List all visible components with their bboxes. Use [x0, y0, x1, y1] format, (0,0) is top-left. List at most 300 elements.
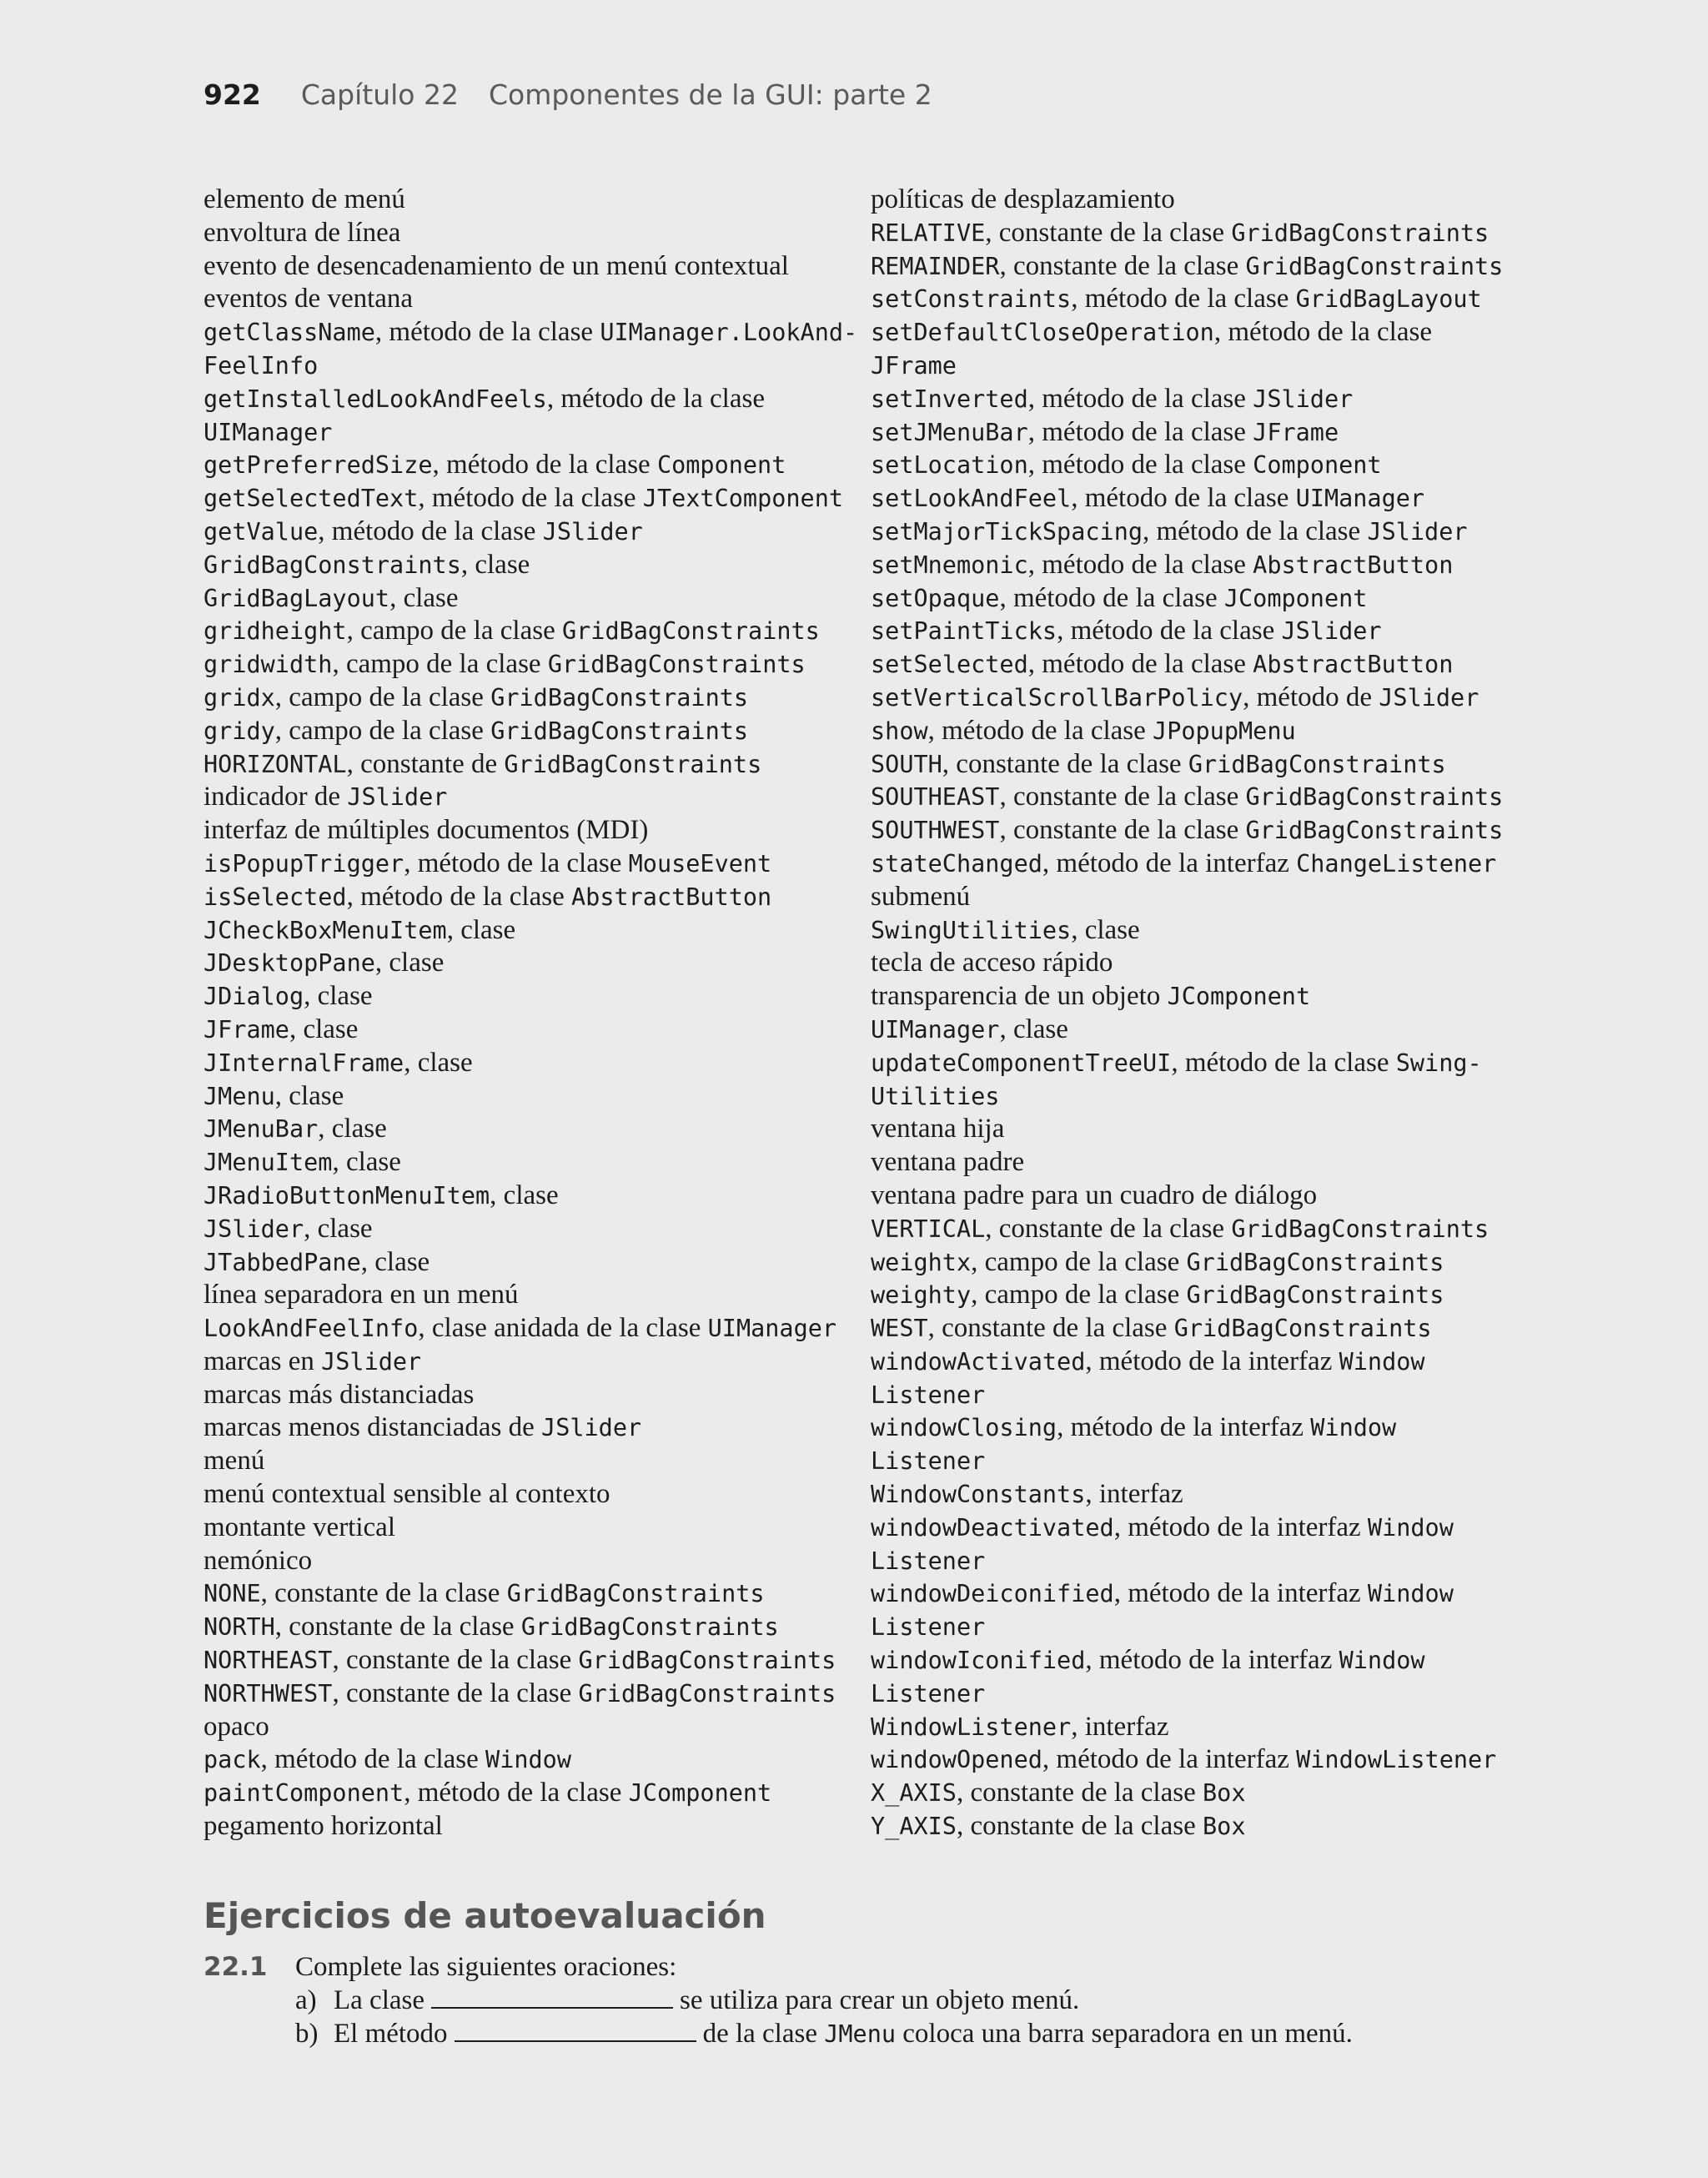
- entry-text: , clase: [304, 981, 373, 1012]
- index-entry: [203, 1777, 846, 1810]
- entry-text: , método de la clase: [1213, 317, 1432, 348]
- entry-code: SwingUtilities: [871, 916, 1072, 944]
- item-code-jmenu: JMenu: [824, 2020, 897, 2048]
- item-letter: a): [295, 1985, 317, 2015]
- index-entry: [203, 914, 846, 948]
- index-entry: [871, 1246, 1530, 1280]
- entry-text: ventana padre: [871, 1147, 1025, 1178]
- entry-code: NORTHEAST: [203, 1647, 333, 1675]
- entry-code: setInverted: [871, 385, 1028, 413]
- entry-text: , método de la clase: [1027, 649, 1253, 680]
- entry-code: setLocation: [871, 451, 1028, 480]
- entry-text: , método de la clase: [927, 715, 1153, 746]
- entry-code: JSlider: [321, 1347, 422, 1376]
- entry-code: JComponent: [1167, 983, 1311, 1011]
- index-entry: [871, 549, 1530, 582]
- entry-code: setMnemonic: [871, 551, 1028, 579]
- index-entry: [203, 1545, 846, 1578]
- entry-text: pegamento horizontal: [203, 1811, 443, 1842]
- entry-code: JFrame: [203, 1015, 289, 1044]
- entry-code: windowClosing: [871, 1414, 1057, 1442]
- entry-text: , constante de la clase: [956, 1811, 1203, 1842]
- entry-code: setOpaque: [871, 584, 1000, 612]
- entry-code: getSelectedText: [203, 485, 419, 513]
- index-entry: [203, 1146, 846, 1180]
- entry-code: stateChanged: [871, 849, 1042, 878]
- entry-code: GridBagLayout: [1295, 285, 1482, 314]
- entry-text: montante vertical: [203, 1512, 395, 1542]
- entry-continuation: [203, 350, 846, 383]
- index-entry: [203, 1478, 846, 1512]
- entry-code: GridBagLayout: [203, 584, 390, 612]
- entry-text: , método de: [1243, 682, 1379, 712]
- entry-code: JMenuBar: [203, 1115, 319, 1144]
- index-entry: [871, 1411, 1530, 1478]
- entry-code: AbstractButton: [1253, 651, 1454, 679]
- entry-text: , clase anidada de la clase: [418, 1313, 708, 1344]
- entry-text: , constante de: [346, 748, 505, 779]
- entry-text: , método de la clase: [1057, 616, 1282, 646]
- entry-text: , clase: [460, 549, 530, 580]
- entry-text: , método de la clase: [1027, 549, 1253, 580]
- entry-code: REMAINDER: [871, 252, 1000, 280]
- entry-text: marcas en: [203, 1346, 322, 1376]
- entry-code: windowDeiconified: [871, 1580, 1114, 1608]
- entry-code: GridBagConstraints: [578, 1647, 836, 1675]
- entry-code: JSlider: [347, 783, 448, 812]
- exercise-item-b: [295, 2017, 1353, 2051]
- entry-code: JComponent: [628, 1779, 772, 1808]
- entry-code: JPopupMenu: [1153, 717, 1296, 745]
- exercise-item-a: [295, 1984, 1079, 2017]
- entry-text: , campo de la clase: [274, 715, 491, 746]
- entry-code: Window: [1339, 1647, 1425, 1675]
- entry-text: , método de la clase: [404, 848, 629, 878]
- entry-text: , constante de la clase: [942, 748, 1188, 779]
- entry-text: , método de la interfaz: [1085, 1645, 1339, 1676]
- index-entry: [203, 1279, 846, 1312]
- index-entry: [203, 250, 846, 284]
- entry-text: , método de la clase: [1071, 284, 1296, 314]
- index-entry: [871, 184, 1530, 217]
- entry-code: VERTICAL: [871, 1215, 986, 1243]
- entry-code: weightx: [871, 1248, 972, 1276]
- index-entry: [871, 682, 1530, 715]
- entry-code: Component: [656, 451, 786, 480]
- item-text-before: La clase: [334, 1985, 425, 2015]
- index-entry: [203, 1810, 846, 1844]
- index-entry: [203, 848, 846, 881]
- entry-code: getPreferredSize: [203, 451, 433, 480]
- entry-code: gridwidth: [203, 651, 333, 679]
- entry-text: , método de la clase: [1027, 416, 1253, 447]
- entry-code: SOUTH: [871, 750, 942, 778]
- entry-text: , clase: [404, 1047, 473, 1078]
- index-entry: [871, 648, 1530, 682]
- entry-code: JMenu: [203, 1082, 275, 1110]
- entry-code: paintComponent: [203, 1779, 404, 1808]
- entry-code: JTabbedPane: [203, 1248, 361, 1276]
- entry-text: , campo de la clase: [971, 1280, 1187, 1310]
- entry-code: UIManager: [707, 1315, 837, 1343]
- entry-code: windowOpened: [871, 1746, 1042, 1774]
- index-entry: [871, 1047, 1530, 1114]
- index-entry: [871, 1180, 1530, 1213]
- index-entry: [203, 1014, 846, 1047]
- index-entry: [203, 1577, 846, 1611]
- entry-text: , método de la interfaz: [1042, 1744, 1297, 1775]
- entry-text: , clase: [332, 1147, 401, 1178]
- index-entry: [871, 250, 1530, 284]
- entry-text: envoltura de línea: [203, 217, 401, 248]
- index-entry: [203, 549, 846, 582]
- entry-text: , clase: [274, 1080, 344, 1111]
- index-entry: [871, 980, 1530, 1014]
- entry-code: GridBagConstraints: [1231, 219, 1489, 247]
- entry-text: opaco: [203, 1711, 269, 1742]
- index-entry: [871, 449, 1530, 482]
- entry-continuation: [871, 1678, 1530, 1711]
- entry-code: gridheight: [203, 617, 347, 646]
- entry-code: weighty: [871, 1281, 972, 1310]
- entry-text: , método de la clase: [346, 881, 571, 912]
- entry-code: UIManager: [871, 1015, 1000, 1044]
- index-entry: [203, 1047, 846, 1080]
- index-entry: [203, 1080, 846, 1114]
- index-entry: [871, 1711, 1530, 1744]
- entry-text: , método de la clase: [999, 582, 1224, 613]
- entry-continuation: [871, 1080, 1530, 1114]
- entry-text: indicador de: [203, 782, 348, 812]
- entry-text: ventana padre para un cuadro de diálogo: [871, 1180, 1318, 1210]
- entry-text: evento de desencadenamiento de un menú contextual: [203, 250, 789, 281]
- index-entry: [871, 1743, 1530, 1777]
- index-entry: [871, 1113, 1530, 1146]
- entry-text: , clase: [446, 914, 516, 945]
- entry-code: gridx: [203, 683, 275, 712]
- entry-code: setJMenuBar: [871, 418, 1028, 446]
- entry-code: GridBagConstraints: [520, 1613, 779, 1642]
- entry-code: show: [871, 717, 928, 745]
- index-entry: [871, 1478, 1530, 1512]
- entry-code: GridBagConstraints: [490, 717, 749, 745]
- entry-code: setSelected: [871, 651, 1028, 679]
- entry-text: menú contextual sensible al contexto: [203, 1479, 610, 1510]
- entry-code: setConstraints: [871, 285, 1072, 314]
- index-column-right: [871, 184, 1530, 1844]
- entry-code: Y_AXIS: [871, 1813, 957, 1841]
- entry-text: , constante de la clase: [956, 1778, 1203, 1808]
- index-entry: [203, 516, 846, 549]
- entry-code: gridy: [203, 717, 275, 745]
- running-head: [203, 78, 932, 111]
- entry-text: marcas menos distanciadas de: [203, 1412, 542, 1443]
- entry-text: , interfaz: [1071, 1711, 1169, 1742]
- entry-text: , campo de la clase: [346, 616, 562, 646]
- index-entry: [203, 1246, 846, 1280]
- entry-text: , método de la clase: [260, 1744, 486, 1775]
- index-entry: [871, 1213, 1530, 1246]
- entry-text: línea separadora en un menú: [203, 1280, 519, 1310]
- exercise-prompt: Complete las siguientes oraciones:: [295, 1952, 677, 1982]
- entry-continuation: [871, 350, 1530, 383]
- answer-blank: [455, 2017, 696, 2042]
- index-entry: [203, 1743, 846, 1777]
- index-entry: [871, 1777, 1530, 1810]
- section-title: Ejercicios de autoevaluación: [203, 1895, 766, 1936]
- entry-code: GridBagConstraints: [561, 617, 820, 646]
- index-entry: [871, 914, 1530, 948]
- entry-text: , método de la clase: [432, 450, 657, 480]
- entry-code: windowDeactivated: [871, 1513, 1114, 1542]
- entry-code: Swing-: [1395, 1049, 1482, 1077]
- entry-code: setVerticalScrollBarPolicy: [871, 683, 1243, 712]
- entry-code: isPopupTrigger: [203, 849, 404, 878]
- entry-code: Window: [1310, 1414, 1397, 1442]
- entry-code: Window: [1367, 1513, 1454, 1542]
- index-entry: [871, 316, 1530, 383]
- entry-text: , constante de la clase: [999, 782, 1246, 812]
- entry-continuation: [871, 1379, 1530, 1412]
- entry-code: JComponent: [1223, 584, 1368, 612]
- entry-code: setPaintTicks: [871, 617, 1057, 646]
- entry-code: NONE: [203, 1580, 261, 1608]
- entry-code: UIManager.LookAnd-: [600, 319, 858, 347]
- entry-code: JDialog: [203, 983, 304, 1011]
- entry-code: GridBagConstraints: [1186, 1281, 1444, 1310]
- index-entry: [871, 848, 1530, 881]
- entry-text: ventana hija: [871, 1114, 1005, 1144]
- index-entry: [871, 217, 1530, 250]
- entry-code: HORIZONTAL: [203, 750, 347, 778]
- index-entry: [203, 715, 846, 748]
- entry-text: submenú: [871, 881, 971, 912]
- entry-code: Window: [1339, 1347, 1425, 1376]
- index-column-left: [203, 184, 858, 1844]
- index-entry: [871, 781, 1530, 814]
- entry-code: getClassName: [203, 319, 375, 347]
- entry-code: GridBagConstraints: [490, 683, 749, 712]
- index-entry: [203, 217, 846, 250]
- entry-code: JMenuItem: [203, 1149, 333, 1177]
- entry-code: Listener: [871, 1447, 986, 1476]
- index-entry: [203, 1678, 846, 1711]
- index-entry: [871, 1577, 1530, 1644]
- index-entry: [871, 383, 1530, 416]
- entry-code: Component: [1253, 451, 1382, 480]
- entry-code: GridBagConstraints: [203, 551, 461, 579]
- index-entry: [203, 980, 846, 1014]
- index-entry: [203, 283, 846, 316]
- index-entry: [871, 416, 1530, 450]
- entry-code: FeelInfo: [203, 351, 319, 380]
- entry-code: Listener: [871, 1381, 986, 1409]
- entry-code: JInternalFrame: [203, 1049, 404, 1077]
- entry-code: RELATIVE: [871, 219, 986, 247]
- entry-code: WEST: [871, 1315, 928, 1343]
- index-entry: [203, 1113, 846, 1146]
- entry-text: , constante de la clase: [274, 1612, 521, 1642]
- entry-text: , método de la clase: [546, 383, 765, 414]
- entry-text: , método de la interfaz: [1113, 1578, 1368, 1609]
- entry-text: , campo de la clase: [274, 682, 491, 712]
- entry-code: GridBagConstraints: [1173, 1315, 1432, 1343]
- entry-text: , campo de la clase: [971, 1246, 1187, 1277]
- entry-text: , clase: [289, 1014, 359, 1044]
- entry-text: , clase: [1071, 914, 1140, 945]
- entry-text: , constante de la clase: [332, 1645, 579, 1676]
- entry-text: , método de la clase: [1143, 516, 1368, 546]
- entry-code: AbstractButton: [571, 883, 772, 911]
- index-entry: [871, 516, 1530, 549]
- entry-continuation: [871, 1445, 1530, 1478]
- entry-text: , constante de la clase: [985, 217, 1232, 248]
- entry-code: JSlider: [203, 1215, 304, 1243]
- index-entry: [203, 748, 846, 782]
- entry-code: WindowConstants: [871, 1481, 1086, 1509]
- entry-code: Listener: [871, 1679, 986, 1708]
- entry-text: transparencia de un objeto: [871, 981, 1168, 1012]
- entry-text: tecla de acceso rápido: [871, 948, 1113, 978]
- entry-code: WindowListener: [1296, 1746, 1497, 1774]
- entry-code: getInstalledLookAndFeels: [203, 385, 547, 413]
- entry-text: elemento de menú: [203, 184, 405, 214]
- entry-text: , método de la interfaz: [1113, 1512, 1368, 1542]
- index-entry: [203, 781, 846, 814]
- index-entry: [871, 482, 1530, 516]
- entry-code: GridBagConstraints: [504, 750, 762, 778]
- entry-code: setMajorTickSpacing: [871, 517, 1143, 546]
- item-text-after-1: de la clase: [702, 2019, 825, 2049]
- entry-code: JFrame: [1253, 418, 1339, 446]
- index-entry: [203, 383, 846, 450]
- entry-code: JDesktopPane: [203, 949, 375, 978]
- entry-text: , constante de la clase: [332, 1678, 579, 1708]
- entry-text: , clase: [374, 948, 445, 978]
- index-entry: [871, 1644, 1530, 1711]
- entry-text: , clase: [490, 1180, 559, 1210]
- entry-code: JSlider: [1281, 617, 1382, 646]
- page-number: 922: [203, 78, 261, 111]
- index-entry: [203, 648, 846, 682]
- entry-code: WindowListener: [871, 1713, 1072, 1741]
- entry-text: , método de la interfaz: [1057, 1412, 1311, 1443]
- entry-code: UIManager: [1295, 485, 1425, 513]
- entry-code: windowIconified: [871, 1647, 1086, 1675]
- item-text-after-2: coloca una barra separadora en un menú.: [896, 2019, 1353, 2049]
- entry-code: GridBagConstraints: [1245, 252, 1504, 280]
- index-entry: [871, 1146, 1530, 1180]
- entry-code: setLookAndFeel: [871, 485, 1072, 513]
- item-text-before: El método: [334, 2019, 448, 2049]
- chapter-label: Capítulo 22: [300, 78, 459, 111]
- entry-code: GridBagConstraints: [1245, 783, 1504, 812]
- entry-code: Utilities: [871, 1082, 1000, 1110]
- entry-code: GridBagConstraints: [547, 651, 806, 679]
- index-entry: [203, 184, 846, 217]
- entry-text: , método de la clase: [418, 483, 643, 514]
- index-entry: [203, 1711, 846, 1744]
- index-entry: [871, 947, 1530, 980]
- entry-text: políticas de desplazamiento: [871, 184, 1175, 214]
- index-entry: [203, 316, 858, 383]
- entry-text: , constante de la clase: [927, 1313, 1174, 1344]
- index-entry: [203, 615, 846, 648]
- index-entry: [871, 715, 1530, 748]
- entry-code: AbstractButton: [1253, 551, 1454, 579]
- index-entry: [871, 1512, 1530, 1578]
- index-entry: [203, 1379, 846, 1412]
- index-entry: [871, 881, 1530, 914]
- entry-code: SOUTHEAST: [871, 783, 1000, 812]
- index-entry: [203, 1512, 846, 1545]
- entry-code: JSlider: [542, 517, 643, 546]
- entry-code: MouseEvent: [628, 849, 772, 878]
- index-entry: [871, 615, 1530, 648]
- entry-code: windowActivated: [871, 1347, 1086, 1376]
- index-entry: [203, 1611, 846, 1644]
- entry-continuation: [871, 1545, 1530, 1578]
- entry-code: JFrame: [871, 351, 957, 380]
- index-entry: [203, 947, 846, 980]
- entry-continuation: [203, 416, 846, 450]
- entry-text: , clase: [304, 1213, 373, 1244]
- entry-text: eventos de ventana: [203, 284, 414, 314]
- index-entry: [871, 1346, 1530, 1412]
- index-entry: [203, 582, 846, 616]
- entry-text: , clase: [389, 582, 459, 613]
- entry-text: , campo de la clase: [332, 649, 548, 680]
- entry-code: GridBagConstraints: [1245, 817, 1504, 845]
- entry-code: JSlider: [1253, 385, 1354, 413]
- entry-text: menú: [203, 1446, 265, 1476]
- entry-code: Box: [1203, 1813, 1246, 1841]
- entry-code: ChangeListener: [1296, 849, 1497, 878]
- index-entry: [203, 682, 846, 715]
- entry-code: SOUTHWEST: [871, 817, 1000, 845]
- entry-text: , clase: [318, 1114, 387, 1144]
- entry-text: interfaz de múltiples documentos (MDI): [203, 815, 649, 846]
- entry-text: , constante de la clase: [985, 1213, 1232, 1244]
- entry-text: , método de la clase: [1027, 450, 1253, 480]
- entry-code: GridBagConstraints: [1186, 1248, 1444, 1276]
- index-entry: [871, 582, 1530, 616]
- index-entry: [203, 1644, 846, 1678]
- index-entry: [871, 1312, 1530, 1346]
- entry-code: setDefaultCloseOperation: [871, 319, 1214, 347]
- index-entry: [871, 748, 1530, 782]
- entry-text: marcas más distanciadas: [203, 1379, 475, 1410]
- entry-text: , método de la interfaz: [1085, 1346, 1339, 1376]
- item-text-after: se utiliza para crear un objeto menú.: [680, 1985, 1080, 2015]
- entry-code: Window: [1367, 1580, 1454, 1608]
- index-entry: [203, 482, 846, 516]
- index-entry: [203, 1346, 846, 1379]
- index-entry: [203, 449, 846, 482]
- entry-code: JSlider: [1367, 517, 1468, 546]
- entry-code: GridBagConstraints: [506, 1580, 765, 1608]
- index-entry: [203, 1411, 846, 1445]
- entry-code: UIManager: [203, 418, 333, 446]
- entry-code: updateComponentTreeUI: [871, 1049, 1172, 1077]
- entry-code: LookAndFeelInfo: [203, 1315, 419, 1343]
- entry-code: NORTH: [203, 1613, 275, 1642]
- entry-code: JTextComponent: [642, 485, 844, 513]
- index-entry: [871, 814, 1530, 848]
- index-entry: [203, 1213, 846, 1246]
- index-entry: [203, 1180, 846, 1213]
- chapter-title: Componentes de la GUI: parte 2: [488, 78, 932, 111]
